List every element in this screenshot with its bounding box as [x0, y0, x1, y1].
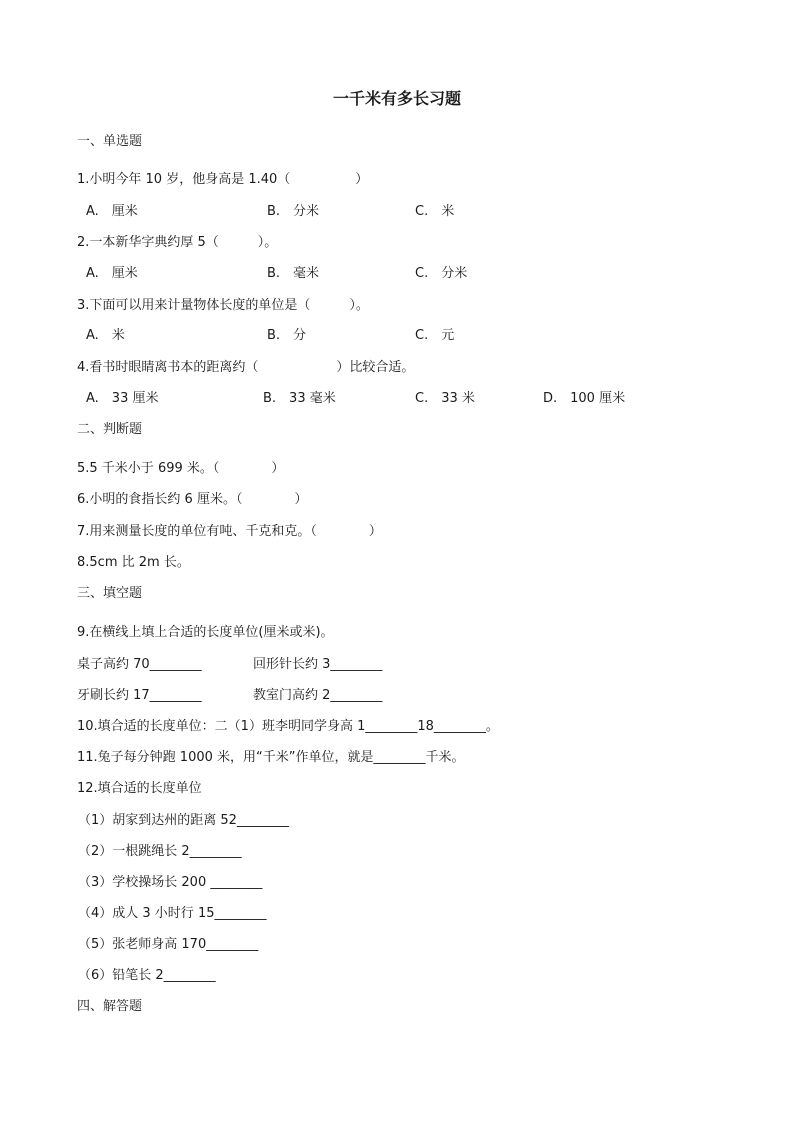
q9-blank-toothbrush: 牙刷长约 17________: [77, 688, 202, 703]
q9-blank-desk: 桌子高约 70________: [77, 657, 202, 672]
q1-option-a: A. 厘米: [86, 204, 138, 219]
question-8: 8.5cm 比 2m 长。: [77, 555, 190, 570]
q9-blank-door: 教室门高约 2________: [253, 688, 383, 703]
q4-option-b: B. 33 毫米: [263, 391, 336, 406]
q3-option-b: B. 分: [267, 328, 307, 343]
question-10: 10.填合适的长度单位：二（1）班李明同学身高 1________18________。: [77, 719, 499, 734]
section-heading-single-choice: 一、单选题: [77, 134, 143, 149]
page-title: 一千米有多长习题: [332, 89, 461, 108]
q9-blank-clip: 回形针长约 3________: [253, 657, 383, 672]
q12-item-3: （3）学校操场长 200 ________: [78, 875, 263, 890]
q4-option-a: A. 33 厘米: [86, 391, 159, 406]
q12-item-6: （6）铅笔长 2________: [78, 968, 216, 983]
q12-item-1: （1）胡家到达州的距离 52________: [78, 813, 289, 828]
question-9: 9.在横线上填上合适的长度单位(厘米或米)。: [77, 625, 334, 640]
q12-item-2: （2）一根跳绳长 2________: [78, 844, 242, 859]
question-7: 7.用来测量长度的单位有吨、千克和克。（ ）: [77, 524, 382, 539]
question-3: 3.下面可以用来计量物体长度的单位是（ ）。: [77, 298, 369, 313]
question-1: 1.小明今年 10 岁，他身高是 1.40（ ）: [77, 172, 369, 187]
question-11: 11.兔子每分钟跑 1000 米，用“千米”作单位，就是________千米。: [77, 750, 465, 765]
q2-option-c: C. 分米: [415, 266, 468, 281]
q12-item-5: （5）张老师身高 170________: [78, 937, 259, 952]
q3-option-a: A. 米: [86, 328, 125, 343]
question-12: 12.填合适的长度单位: [77, 781, 202, 796]
section-heading-fill-blank: 三、填空题: [77, 586, 143, 601]
section-heading-answer: 四、解答题: [77, 999, 143, 1014]
question-2: 2.一本新华字典约厚 5（ ）。: [77, 235, 278, 250]
q12-item-4: （4）成人 3 小时行 15________: [78, 906, 267, 921]
q1-option-c: C. 米: [415, 204, 455, 219]
q4-option-d: D. 100 厘米: [543, 391, 626, 406]
q2-option-b: B. 毫米: [267, 266, 320, 281]
question-6: 6.小明的食指长约 6 厘米。（ ）: [77, 492, 308, 507]
question-4: 4.看书时眼睛离书本的距离约（ ）比较合适。: [77, 360, 415, 375]
q2-option-a: A. 厘米: [86, 266, 138, 281]
q3-option-c: C. 元: [415, 328, 455, 343]
question-5: 5.5 千米小于 699 米。（ ）: [77, 461, 285, 476]
q4-option-c: C. 33 米: [415, 391, 475, 406]
section-heading-true-false: 二、判断题: [77, 422, 143, 437]
q1-option-b: B. 分米: [267, 204, 320, 219]
